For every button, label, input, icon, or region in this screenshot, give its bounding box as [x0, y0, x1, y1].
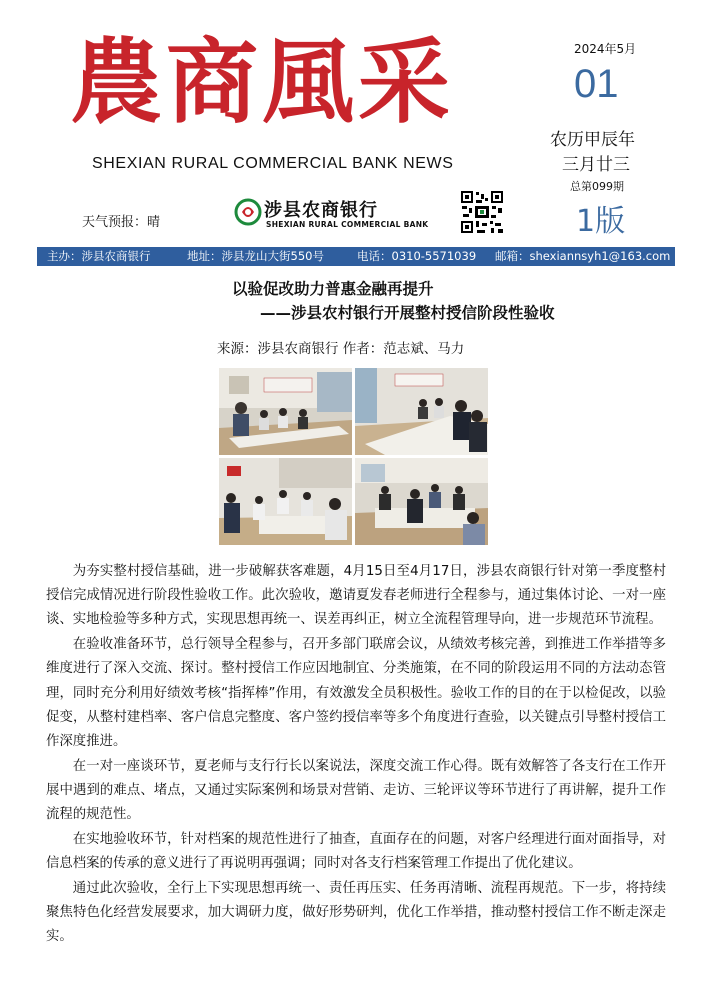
meeting-photo-3 [219, 458, 352, 545]
sponsor-text: 主办：涉县农商银行 [47, 249, 151, 263]
article-body [46, 560, 666, 950]
newspaper-masthead: 農商風采 [70, 28, 455, 136]
article-paragraph: 在实地验收环节，针对档案的规范性进行了抽查，直面存在的问题，对客户经理进行面对面指导，对信息档案的传承的意义进行了再说明再强调；同时对各支行档案管理工作提出了优化建议。 [46, 831, 666, 871]
weather-forecast: 天气预报：晴 [82, 215, 161, 230]
article-paragraph: 在验收准备环节，总行领导全程参与，召开多部门联席会议，从绩效考核完善，到推进工作举措等多维度进行了深入交流、探讨。整村授信工作应因地制宜、分类施策，在不同的阶段运用不同的方法动态管理，同时充分利用好绩效考核“指挥棒”作用，有效激发全员积极性。验收工作的目的在于以检促改，以验促变，从整村建档率、客户信息完整度、客户签约授信率等多个角度进行查验，以关键点引导整村授信工作深度推进。 [46, 637, 666, 749]
address-text: 地址：涉县龙山大街550号 [187, 249, 324, 263]
lunar-day: 三月廿三 [562, 155, 630, 175]
contact-info-bar [37, 247, 675, 266]
newspaper-english-title: SHEXIAN RURAL COMMERCIAL BANK NEWS [92, 155, 454, 172]
issue-number: 总第099期 [570, 180, 624, 193]
article-paragraph: 为夯实整村授信基础，进一步破解获客难题，4月15日至4月17日，涉县农商银行针对第一季度整村授信完成情况进行阶段性验收工作。此次验收，邀请夏发春老师进行全程参与，通过集体讨论、一对一座谈、实地检验等多种方式，实现思想再统一、误差再纠正，树立全流程管理导向，进一步规范环节流程。 [46, 564, 666, 628]
article-paragraph: 在一对一座谈环节，夏老师与支行行长以案说法，深度交流工作心得。既有效解答了各支行在工作开展中遇到的难点、堵点，又通过实际案例和场景对营销、走访、三轮评议等环节进行了再讲解，提升工作流程的规范性。 [46, 758, 666, 823]
article-title: 以验促改助力普惠金融再提升 [232, 280, 434, 298]
phone-text: 电话：0310-5571039 [357, 249, 477, 263]
issue-year-month: 2024年5月 [574, 42, 637, 56]
meeting-photo-1 [219, 368, 352, 455]
edition-number: 1版 [576, 204, 626, 239]
article-source: 来源：涉县农商银行 作者：范志斌、马力 [217, 341, 465, 357]
issue-day: 01 [574, 62, 619, 106]
bank-name-en: SHEXIAN RURAL COMMERCIAL BANK [266, 220, 429, 229]
meeting-photo-2 [355, 368, 488, 455]
bank-name-cn: 涉县农商银行 [264, 200, 378, 221]
email-text: 邮箱：shexiannsyh1@163.com [495, 249, 671, 263]
bank-logo-icon [234, 198, 262, 226]
article-subtitle: ——涉县农村银行开展整村授信阶段性验收 [260, 304, 555, 322]
qr-code-icon [460, 190, 504, 234]
lunar-year: 农历甲辰年 [550, 130, 635, 150]
article-paragraph: 通过此次验收，全行上下实现思想再统一、责任再压实、任务再清晰、流程再规范。下一步，将持续聚焦特色化经营发展要求，加大调研力度，做好形势研判，优化工作举措，推动整村授信工作不断走深走实。 [46, 880, 666, 945]
meeting-photo-4 [355, 458, 488, 545]
